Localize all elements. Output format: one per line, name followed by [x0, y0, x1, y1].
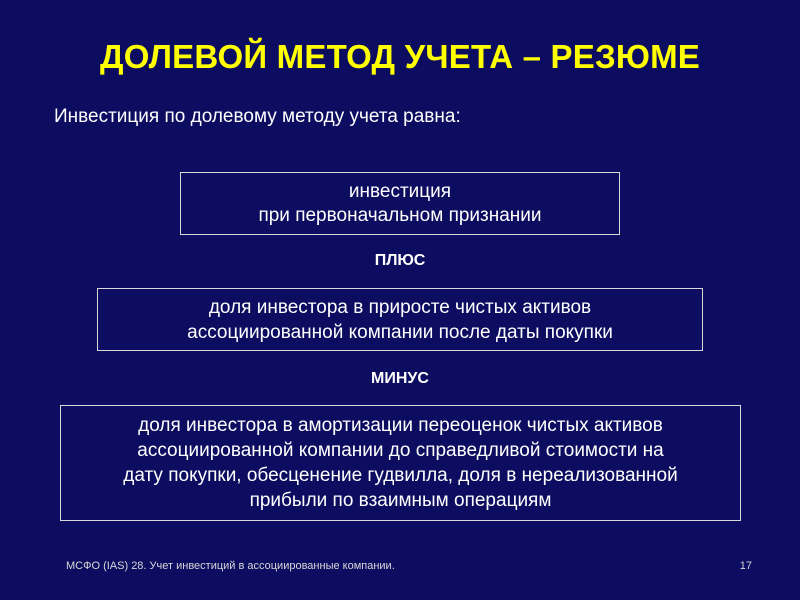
- investor-share-deductions-line-4: прибыли по взаимным операциям: [249, 490, 552, 511]
- minus-label: МИНУС: [371, 370, 429, 387]
- initial-investment-box: [180, 172, 620, 235]
- slide-footer: МСФО (IAS) 28. Учет инвестиций в ассоциированные компании.: [66, 560, 395, 572]
- slide-title: ДОЛЕВОЙ МЕТОД УЧЕТА – РЕЗЮМЕ: [100, 38, 700, 75]
- investor-share-deductions-line-2: ассоциированной компании до справедливой стоимости на: [137, 440, 664, 461]
- investor-share-increase-line-2: ассоциированной компании после даты покупки: [187, 321, 613, 343]
- investor-share-deductions-line-3: дату покупки, обесценение гудвилла, доля в нереализованной: [123, 465, 678, 486]
- investor-share-increase-line-1: доля инвестора в приросте чистых активов: [208, 296, 592, 318]
- page-number: 17: [739, 560, 752, 572]
- initial-investment-line-1: инвестиция: [348, 180, 452, 202]
- initial-investment-line-2: при первоначальном признании: [258, 204, 542, 226]
- investor-share-increase-box: [97, 288, 703, 351]
- investor-share-deductions-line-1: доля инвестора в амортизации переоценок чистых активов: [138, 415, 663, 436]
- investor-share-deductions-box: [60, 405, 741, 521]
- slide-subtitle: Инвестиция по долевому методу учета равна:: [54, 106, 461, 127]
- plus-label: ПЛЮС: [374, 252, 426, 269]
